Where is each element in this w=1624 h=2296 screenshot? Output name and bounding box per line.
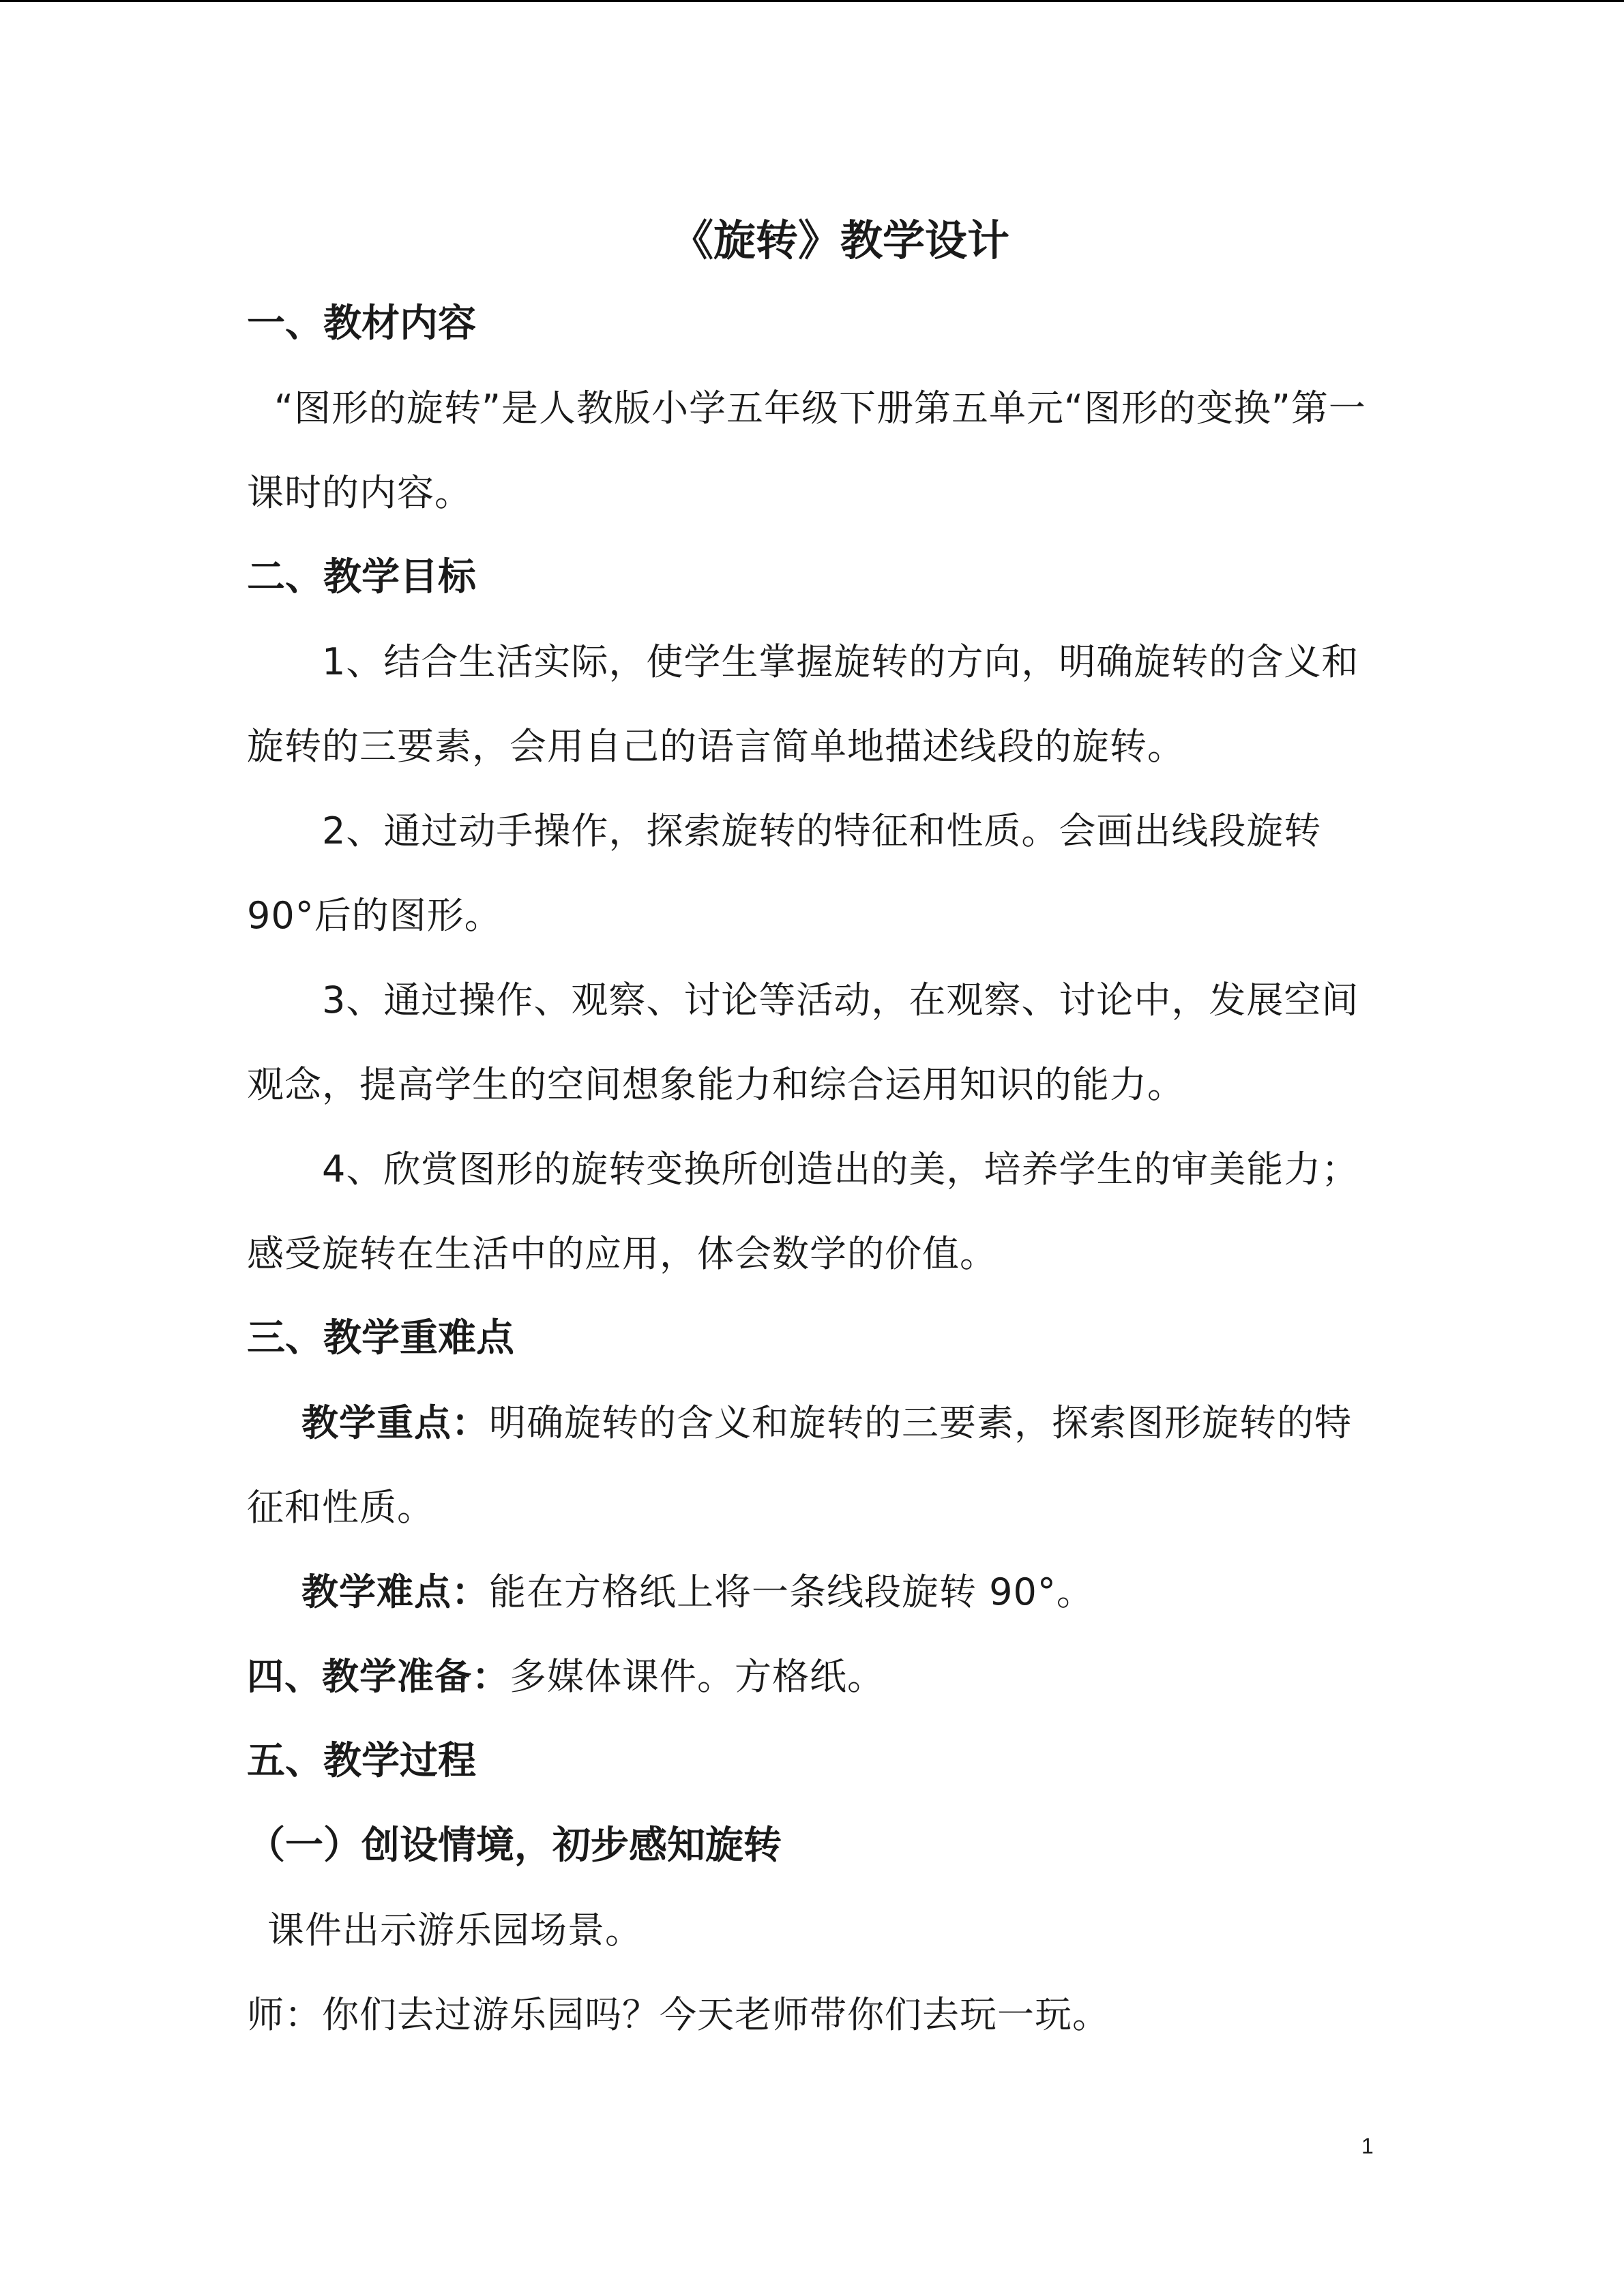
key-point-label: 教学重点： [301,1401,489,1444]
page-number: 1 [1361,2134,1374,2158]
paragraph-preparation [247,1635,1379,1719]
subsection-heading-scenario: （一）创设情境，初步感知旋转 [247,1823,782,1868]
difficult-point-text: 能在方格纸上将一条线段旋转 90°。 [489,1570,1094,1613]
section-heading-preparation: 四、教学准备： [247,1655,510,1698]
section-heading-process: 五、教学过程 [247,1739,476,1783]
paragraph-key-point [247,1381,1379,1550]
paragraph-objective-1: 1、结合生活实际，使学生掌握旋转的方向，明确旋转的含义和旋转的三要素，会用自己的语言简单地描述线段的旋转。 [247,640,1359,768]
paragraph-materials: “图形的旋转”是人教版小学五年级下册第五单元“图形的变换”第一课时的内容。 [247,387,1366,514]
paragraph-teacher-line: 师：你们去过游乐园吗？今天老师带你们去玩一玩。 [247,1993,1110,2036]
paragraph-objective-2: 2、通过动手操作，探索旋转的特征和性质。会画出线段旋转90°后的图形。 [247,809,1322,937]
section-heading-objectives: 二、教学目标 [247,555,476,599]
document-body [247,200,1379,2057]
difficult-point-label: 教学难点： [301,1570,489,1613]
key-point-text: 明确旋转的含义和旋转的三要素，探索图形旋转的特征和性质。 [247,1401,1352,1529]
document-title: 《旋转》教学设计 [670,215,1009,265]
paragraph-scenario: 课件出示游乐园场景。 [267,1909,643,1952]
paragraph-objective-4: 4、欣赏图形的旋转变换所创造出的美，培养学生的审美能力；感受旋转在生活中的应用，体会数学的价值。 [247,1148,1359,1275]
section-heading-materials: 一、教材内容 [247,301,476,346]
paragraph-objective-3: 3、通过操作、观察、讨论等活动，在观察、讨论中，发展空间观念，提高学生的空间想象能力和综合运用知识的能力。 [247,979,1359,1106]
paragraph-difficult-point [247,1550,1379,1635]
section-heading-key-points: 三、教学重难点 [247,1316,514,1360]
preparation-text: 多媒体课件。方格纸。 [510,1655,885,1698]
